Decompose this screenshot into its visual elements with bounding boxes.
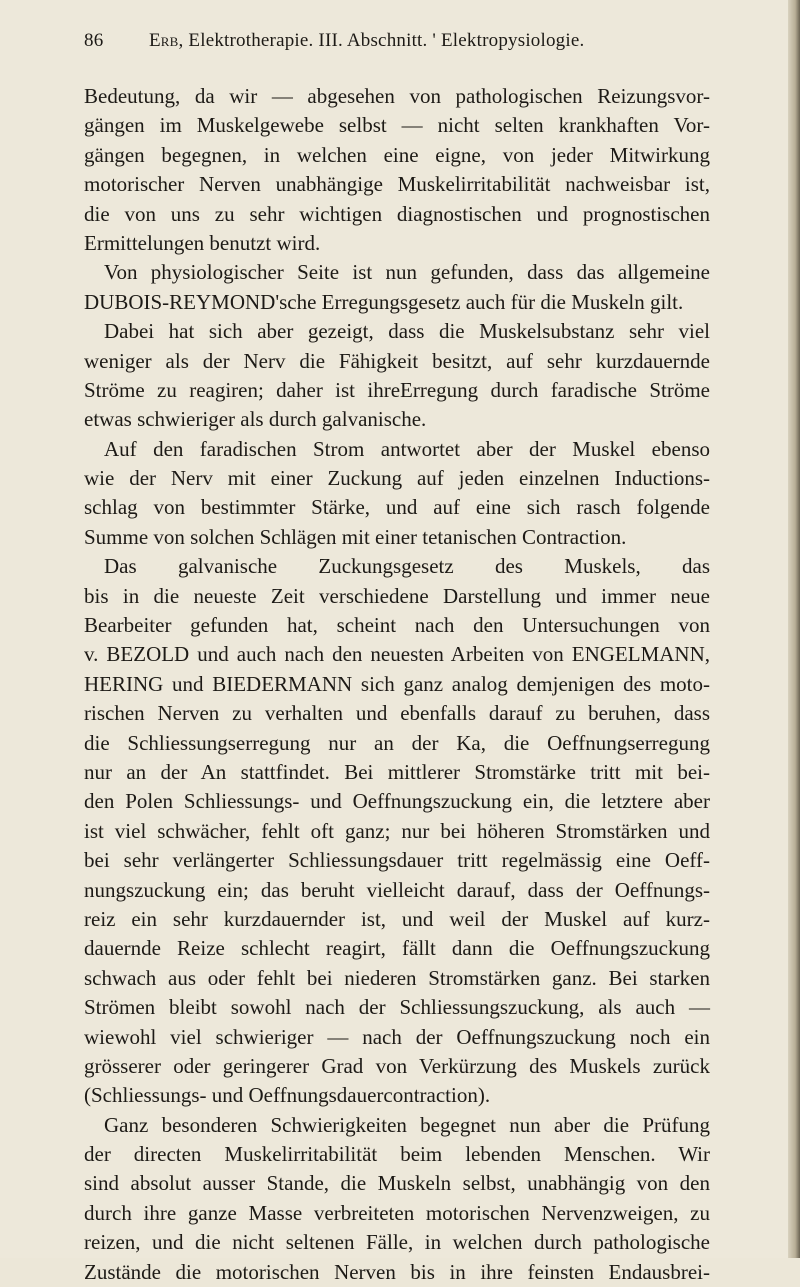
text-line: bei sehr verlängerter Schliessungsdauer tritt regelmässig eine Oeff-: [84, 848, 710, 873]
text-line: durch ihre ganze Masse verbreiteten motorischen Nervenzweigen, zu: [84, 1200, 710, 1225]
text-line: grösserer oder geringerer Grad von Verkürzung des Muskels zurück: [84, 1053, 710, 1078]
text-line: (Schliessungs- und Oeffnungsdauercontraction).: [84, 1083, 491, 1108]
text-line: Ermittelungen benutzt wird.: [84, 230, 321, 255]
text-line: Zustände die motorischen Nerven bis in ihre feinsten Endausbrei-: [84, 1259, 710, 1284]
text-line: sind absolut ausser Stande, die Muskeln selbst, unabhängig von den: [84, 1171, 710, 1196]
text-line: schwach aus oder fehlt bei niederen Stromstärken ganz. Bei starken: [84, 965, 710, 990]
page-edge-shadow: [788, 0, 800, 1258]
text-line: Auf den faradischen Strom antwortet aber der Muskel ebenso: [104, 436, 710, 461]
text-line: der directen Muskelirritabilität beim lebenden Menschen. Wir: [84, 1142, 710, 1167]
text-line: Ströme zu reagiren; daher ist ihreErregung durch faradische Ströme: [84, 377, 710, 402]
running-header: [84, 30, 704, 52]
text-line: die Schliessungserregung nur an der Ka, die Oeffnungserregung: [84, 730, 710, 755]
text-line: Bedeutung, da wir — abgesehen von pathologischen Reizungsvor-: [84, 84, 710, 108]
text-line: nur an der An stattfindet. Bei mittlerer Stromstärke tritt mit bei-: [84, 759, 710, 784]
text-line: dauernde Reize schlecht reagirt, fällt dann die Oeffnungszuckung: [84, 936, 710, 961]
body-text: [84, 82, 710, 1287]
text-line: wiewohl viel schwieriger — nach der Oeffnungszuckung noch ein: [84, 1024, 710, 1049]
text-line: Von physiologischer Seite ist nun gefunden, dass das allgemeine: [104, 260, 710, 285]
text-line: v. BEZOLD und auch nach den neuesten Arbeiten von ENGELMANN,: [84, 642, 710, 667]
text-line: DUBOIS-REYMOND'sche Erregungsgesetz auch für die Muskeln gilt.: [84, 289, 684, 314]
text-line: Bearbeiter gefunden hat, scheint nach den Untersuchungen von: [84, 613, 710, 638]
text-line: gängen im Muskelgewebe selbst — nicht selten krankhaften Vor-: [84, 113, 710, 138]
text-line: bis in die neueste Zeit verschiedene Darstellung und immer neue: [84, 583, 710, 608]
text-line: nungszuckung ein; das beruht vielleicht darauf, dass der Oeffnungs-: [84, 877, 710, 902]
header-author: Erb,: [148, 30, 184, 51]
text-line: ist viel schwächer, fehlt oft ganz; nur bei höheren Stromstärken und: [84, 818, 710, 843]
text-line: rischen Nerven zu verhalten und ebenfalls darauf zu beruhen, dass: [84, 701, 710, 726]
text-line: reizen, und die nicht seltenen Fälle, in welchen durch pathologische: [84, 1230, 710, 1255]
text-line: den Polen Schliessungs- und Oeffnungszuckung ein, die letztere aber: [84, 789, 710, 814]
text-line: Summe von solchen Schlägen mit einer tetanischen Contraction.: [84, 524, 627, 549]
text-line: weniger als der Nerv die Fähigkeit besitzt, auf sehr kurzdauernde: [84, 348, 710, 373]
text-line: schlag von bestimmter Stärke, und auf eine sich rasch folgende: [84, 495, 710, 520]
text-line: HERING und BIEDERMANN sich ganz analog demjenigen des moto-: [84, 671, 710, 696]
text-line: reiz ein sehr kurzdauernder ist, und weil der Muskel auf kurz-: [84, 906, 710, 931]
text-line: Ganz besonderen Schwierigkeiten begegnet nun aber die Prüfung: [104, 1112, 710, 1137]
text-line: Strömen bleibt sowohl nach der Schliessungszuckung, als auch —: [84, 995, 710, 1020]
text-line: Dabei hat sich aber gezeigt, dass die Muskelsubstanz sehr viel: [104, 319, 710, 344]
text-line: motorischer Nerven unabhängige Muskelirritabilität nachweisbar ist,: [84, 172, 710, 197]
header-title: Elektrotherapie. III. Abschnitt. ' Elektropysiologie.: [188, 30, 585, 51]
text-line: gängen begegnen, in welchen eine eigne, von jeder Mitwirkung: [84, 142, 710, 167]
text-line: etwas schwieriger als durch galvanische.: [84, 407, 427, 432]
text-line: die von uns zu sehr wichtigen diagnostischen und prognostischen: [84, 201, 710, 226]
text-line: wie der Nerv mit einer Zuckung auf jeden einzelnen Inductions-: [84, 466, 710, 491]
text-line: Das galvanische Zuckungsgesetz des Muskels, das: [104, 554, 710, 579]
page-number: 86: [84, 30, 104, 51]
